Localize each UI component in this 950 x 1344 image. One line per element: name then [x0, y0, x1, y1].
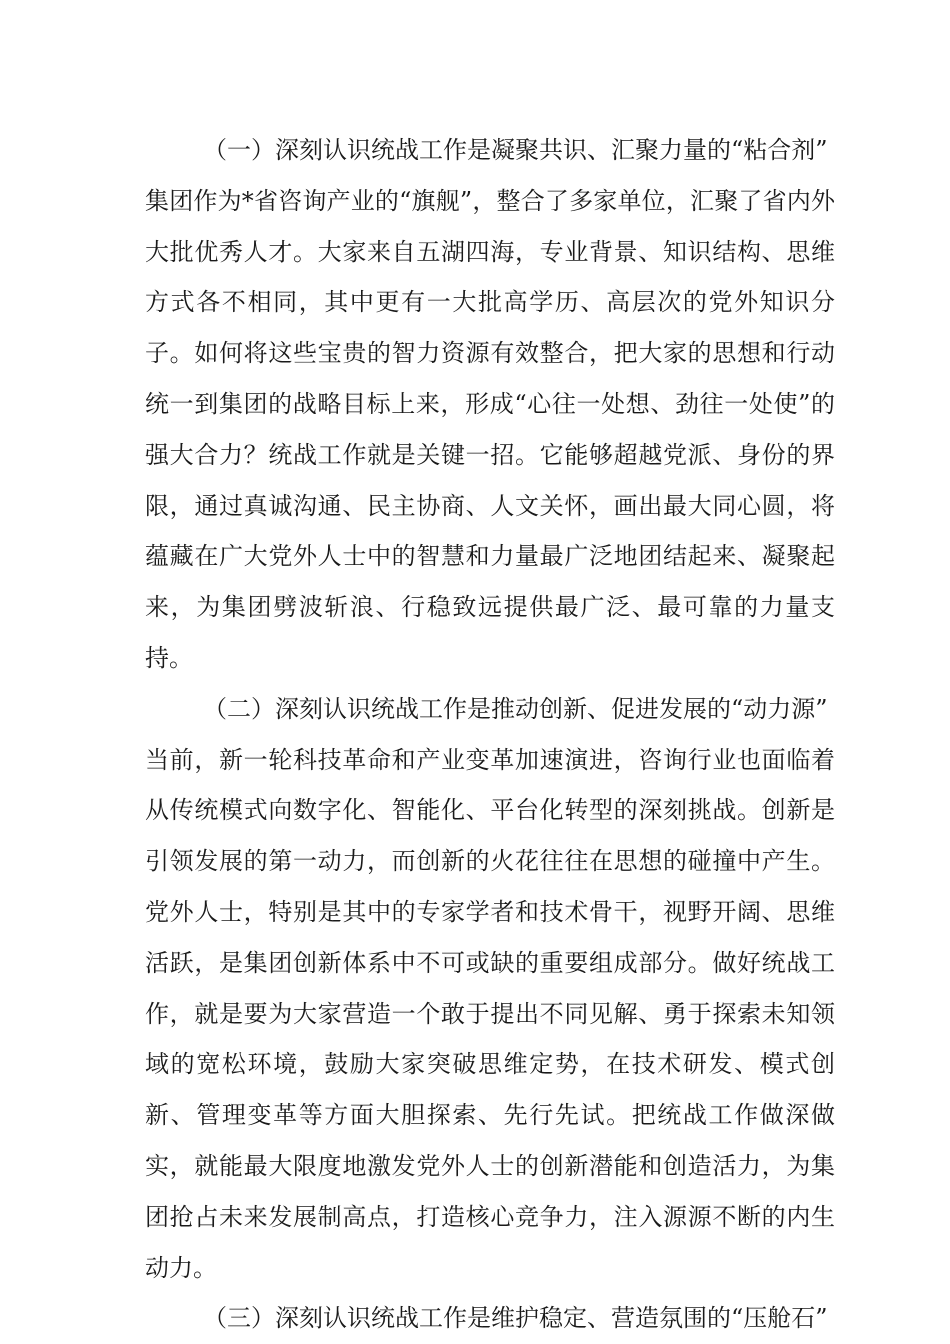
section-3-heading: （三）深刻认识统战工作是维护稳定、营造氛围的“压舱石”	[203, 1304, 828, 1333]
section-1-heading: （一）深刻认识统战工作是凝聚共识、汇聚力量的“粘合剂”	[203, 136, 828, 164]
section-2-paragraph: 当前，新一轮科技革命和产业变革加速演进，咨询行业也面临着从传统模式向数字化、智能化、平台化转型的深刻挑战。创新是引领发展的第一动力，而创新的火花往往在思想的碰撞中产生。党外人士，特别是其中的专家学者和技术骨干，视野开阔、思维活跃，是集团创新体系中不可或缺的重要组成部分。做好统战工作，就是要为大家营造一个敢于提出不同见解、勇于探索未知领域的宽松环境，鼓励大家突破思维定势，在技术研发、模式创新、管理变革等方面大胆探索、先行先试。把统战工作做深做实，就能最大限度地激发党外人士的创新潜能和创造活力，为集团抢占未来发展制高点，打造核心竞争力，注入源源不断的内生动力。	[145, 745, 835, 1282]
section-2-heading: （二）深刻认识统战工作是推动创新、促进发展的“动力源”	[203, 694, 828, 723]
document-body	[145, 125, 835, 1344]
section-1-paragraph: 集团作为*省咨询产业的“旗舰”，整合了多家单位，汇聚了省内外大批优秀人才。大家来自五湖四海，专业背景、知识结构、思维方式各不相同，其中更有一大批高学历、高层次的党外知识分子。如何将这些宝贵的智力资源有效整合，把大家的思想和行动统一到集团的战略目标上来，形成“心往一处想、劲往一处使”的强大合力？统战工作就是关键一招。它能够超越党派、身份的界限，通过真诚沟通、民主协商、人文关怀，画出最大同心圆，将蕴藏在广大党外人士中的智慧和力量最广泛地团结起来、凝聚起来，为集团劈波斩浪、行稳致远提供最广泛、最可靠的力量支持。	[145, 186, 835, 672]
